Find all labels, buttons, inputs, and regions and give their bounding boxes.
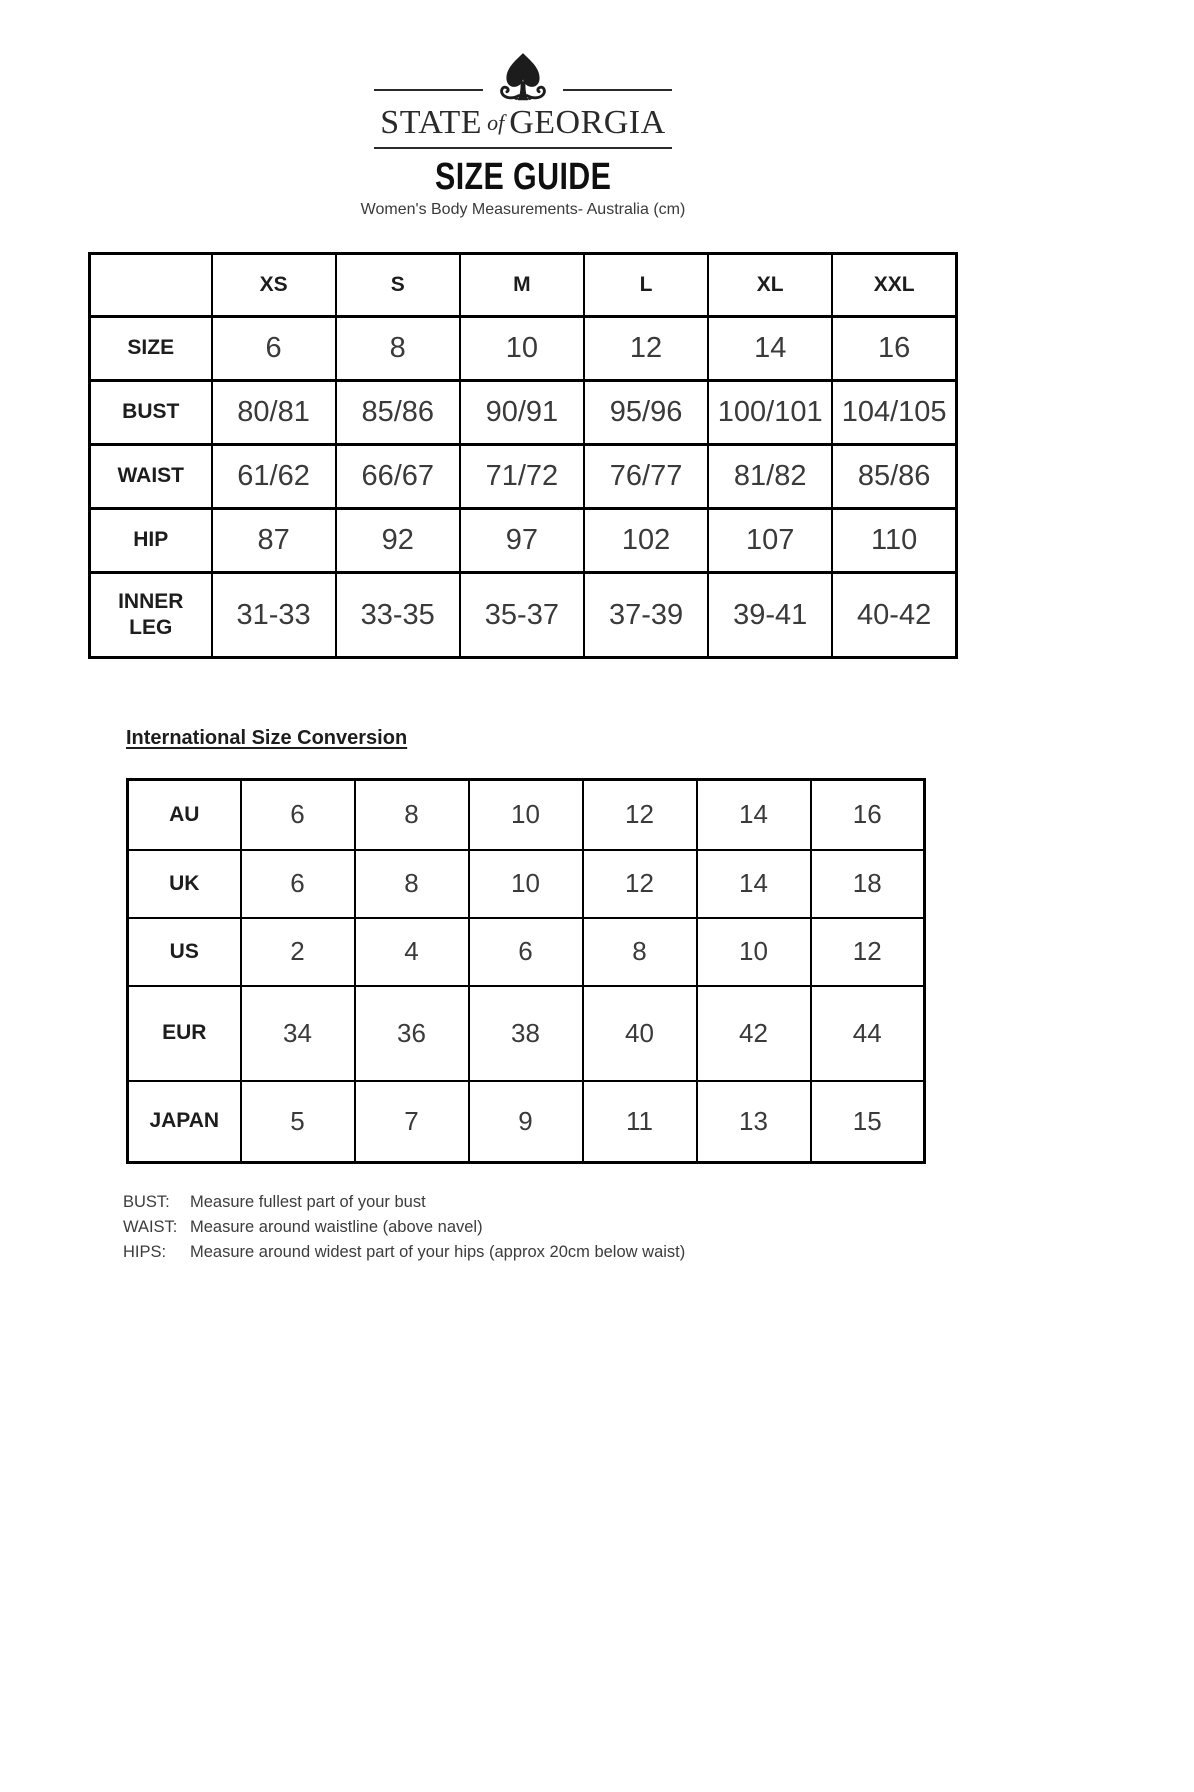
region-label: JAPAN [128, 1081, 241, 1163]
measurement-value: 95/96 [584, 381, 708, 445]
measurement-value: 92 [336, 509, 460, 573]
measurement-value: 81/82 [708, 445, 832, 509]
measurement-value: 40-42 [832, 573, 956, 658]
tree-icon [495, 52, 551, 104]
conversion-table [126, 778, 926, 1164]
conversion-value: 6 [241, 780, 355, 850]
measurement-row-label-text: BUST [122, 400, 180, 424]
measurement-value: 37-39 [584, 573, 708, 658]
size-column-header: L [584, 254, 708, 317]
conversion-value: 8 [355, 850, 469, 918]
conversion-value: 10 [697, 918, 811, 986]
measurement-value: 97 [460, 509, 584, 573]
measurement-value: 66/67 [336, 445, 460, 509]
region-label: EUR [128, 986, 241, 1081]
measurement-value: 35-37 [460, 573, 584, 658]
conversion-value: 38 [469, 986, 583, 1081]
measurement-row-label-text: SIZE [127, 336, 175, 360]
note-row [123, 1215, 1046, 1240]
conversion-value: 15 [811, 1081, 925, 1163]
conversion-value: 42 [697, 986, 811, 1081]
brand-name-left: STATE [380, 104, 483, 141]
measurement-row-label [90, 317, 212, 381]
measurement-row-label-text: INNER LEG [118, 589, 184, 639]
conversion-row [128, 850, 925, 918]
conversion-value: 44 [811, 986, 925, 1081]
measurement-value: 10 [460, 317, 584, 381]
measurement-value: 33-35 [336, 573, 460, 658]
conversion-value: 12 [583, 780, 697, 850]
brand-logo [374, 52, 672, 149]
conversion-value: 10 [469, 780, 583, 850]
measurement-value: 39-41 [708, 573, 832, 658]
region-label: AU [128, 780, 241, 850]
conversion-heading: International Size Conversion [126, 727, 408, 749]
conversion-table-body [128, 780, 925, 1163]
conversion-value: 14 [697, 780, 811, 850]
page-subtitle: Women's Body Measurements- Australia (cm) [360, 201, 686, 218]
measurement-row [90, 445, 957, 509]
conversion-value: 2 [241, 918, 355, 986]
conversion-row [128, 1081, 925, 1163]
note-row [123, 1190, 1046, 1215]
conversion-row [128, 918, 925, 986]
measurement-value: 87 [212, 509, 336, 573]
measurement-row [90, 317, 957, 381]
measurement-row-label [90, 445, 212, 509]
measurement-row [90, 381, 957, 445]
measurement-value: 8 [336, 317, 460, 381]
measurement-header-row [90, 254, 957, 317]
measurement-value: 71/72 [460, 445, 584, 509]
measurement-value: 102 [584, 509, 708, 573]
measurement-value: 76/77 [584, 445, 708, 509]
size-column-header: M [460, 254, 584, 317]
measurement-value: 31-33 [212, 573, 336, 658]
conversion-value: 36 [355, 986, 469, 1081]
measurement-value: 12 [584, 317, 708, 381]
measurement-row-label [90, 573, 212, 658]
measurement-row-label [90, 509, 212, 573]
brand-name-of: of [487, 110, 505, 135]
size-column-header: XS [212, 254, 336, 317]
conversion-value: 5 [241, 1081, 355, 1163]
measurement-value: 16 [832, 317, 956, 381]
corner-cell [90, 254, 212, 317]
measurement-notes [123, 1190, 1046, 1265]
note-row [123, 1240, 1046, 1265]
logo-rule-row [374, 52, 672, 104]
conversion-value: 8 [583, 918, 697, 986]
logo-rule-bottom [374, 147, 672, 149]
conversion-value: 9 [469, 1081, 583, 1163]
page-title-text: SIZE GUIDE [434, 156, 612, 198]
measurement-value: 90/91 [460, 381, 584, 445]
measurement-row [90, 509, 957, 573]
conversion-value: 11 [583, 1081, 697, 1163]
measurement-value: 107 [708, 509, 832, 573]
measurement-row-label [90, 381, 212, 445]
measurement-value: 104/105 [832, 381, 956, 445]
logo-rule-right [563, 89, 672, 91]
conversion-value: 34 [241, 986, 355, 1081]
measurement-table [88, 252, 958, 659]
conversion-value: 6 [469, 918, 583, 986]
measurement-table-body [90, 317, 957, 658]
note-label: WAIST: [123, 1218, 178, 1236]
logo-rule-left [374, 89, 483, 91]
conversion-value: 12 [583, 850, 697, 918]
measurement-row-label-text: HIP [133, 528, 169, 552]
measurement-value: 110 [832, 509, 956, 573]
page-title [0, 156, 1046, 198]
measurement-row-label-text: WAIST [117, 464, 184, 488]
measurement-value: 85/86 [336, 381, 460, 445]
note-label: BUST: [123, 1193, 170, 1211]
conversion-value: 16 [811, 780, 925, 850]
measurement-value: 14 [708, 317, 832, 381]
note-text: Measure around waistline (above navel) [190, 1218, 483, 1236]
conversion-row [128, 986, 925, 1081]
measurement-value: 80/81 [212, 381, 336, 445]
region-label: US [128, 918, 241, 986]
measurement-value: 61/62 [212, 445, 336, 509]
conversion-value: 4 [355, 918, 469, 986]
conversion-row [128, 780, 925, 850]
size-column-header: XXL [832, 254, 956, 317]
note-text: Measure around widest part of your hips (approx 20cm below waist) [190, 1243, 686, 1261]
measurement-value: 100/101 [708, 381, 832, 445]
conversion-value: 12 [811, 918, 925, 986]
conversion-value: 10 [469, 850, 583, 918]
conversion-value: 40 [583, 986, 697, 1081]
measurement-value: 85/86 [832, 445, 956, 509]
measurement-row [90, 573, 957, 658]
conversion-value: 8 [355, 780, 469, 850]
conversion-value: 6 [241, 850, 355, 918]
region-label: UK [128, 850, 241, 918]
size-column-header: S [336, 254, 460, 317]
note-text: Measure fullest part of your bust [190, 1193, 426, 1211]
conversion-value: 18 [811, 850, 925, 918]
note-label: HIPS: [123, 1243, 167, 1261]
conversion-value: 13 [697, 1081, 811, 1163]
brand-name [374, 104, 672, 145]
conversion-value: 14 [697, 850, 811, 918]
brand-name-right: GEORGIA [509, 104, 666, 141]
conversion-value: 7 [355, 1081, 469, 1163]
measurement-value: 6 [212, 317, 336, 381]
size-column-header: XL [708, 254, 832, 317]
